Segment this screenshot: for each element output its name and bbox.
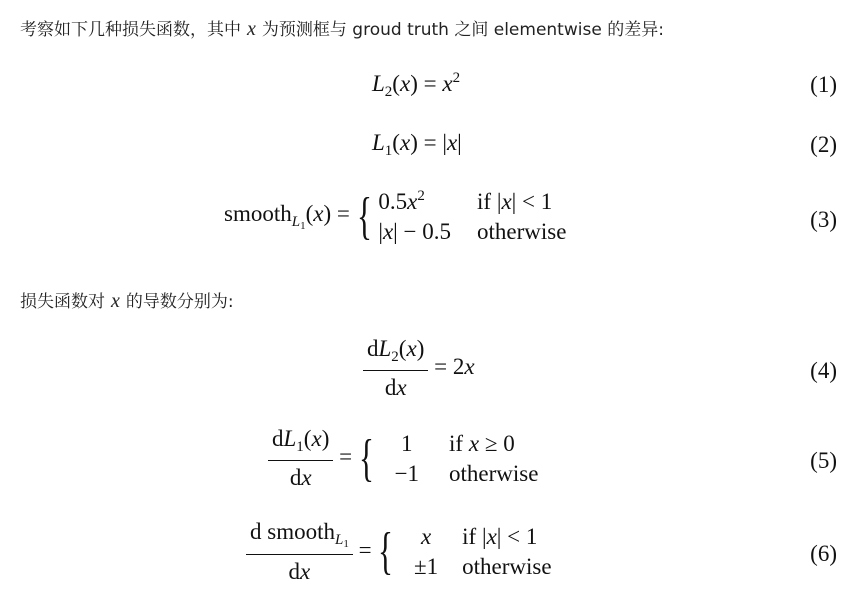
eq3-case-condition: otherwise — [477, 218, 567, 244]
eq6-case-condition: otherwise — [462, 554, 552, 579]
intro-text-after: 为预测框与 groud truth 之间 elementwise 的差异: — [261, 20, 664, 40]
eq6-cases — [414, 522, 552, 582]
eq2-abs-close: | — [457, 130, 462, 155]
eq3-cases — [378, 187, 566, 247]
equation-number-2: (2) — [810, 132, 837, 157]
eq2-paren-close: ) — [410, 130, 418, 155]
eq6-denominator: dx — [288, 559, 311, 584]
eq5-case-row — [395, 429, 539, 459]
eq6-fraction — [246, 519, 353, 585]
eq5-case-condition: otherwise — [449, 460, 539, 486]
eq2-equals: = — [423, 130, 437, 155]
eq3-brace: { — [356, 187, 372, 245]
eq3-case-value: |x| − 0.5 — [378, 218, 452, 244]
eq3-case-value: $0.5x^2$ — [378, 188, 425, 214]
eq3-case-row — [378, 217, 566, 247]
eq5-case-value: −1 — [394, 460, 420, 486]
equation-2 — [372, 130, 462, 160]
eq2-rhs-x: x — [446, 130, 458, 155]
eq3-smooth: smooth — [224, 201, 292, 227]
eq4-equals: = — [434, 353, 448, 379]
eq6-case-value: x — [420, 524, 432, 550]
equation-number-6: (6) — [810, 541, 837, 566]
eq5-case-value: 1 — [401, 430, 413, 456]
eq6-case-row — [414, 552, 552, 582]
eq5-equals: = — [339, 443, 353, 469]
equation-5 — [268, 426, 538, 491]
intro-text-before: 考察如下几种损失函数，其中 — [20, 20, 241, 40]
eq3-x: x — [313, 201, 324, 227]
eq5-denominator: dx — [289, 465, 312, 490]
equation-4 — [363, 336, 475, 401]
eq2-x: x — [399, 130, 411, 155]
eq3-case-condition: if |x| < 1 — [477, 189, 553, 214]
eq1-subscript: 2 — [384, 84, 393, 100]
eq6-equals: = — [358, 537, 372, 563]
intro-paragraph — [20, 15, 664, 41]
eq3-lhs — [224, 201, 350, 232]
eq4-numerator: $dL_2(x)$ — [363, 336, 428, 371]
eq3-sub-L: L — [291, 214, 301, 231]
equation-1 — [372, 70, 460, 101]
eq4-rhs: 2x — [452, 353, 475, 379]
equation-number-1: (1) — [810, 72, 837, 97]
derivative-intro-paragraph — [20, 287, 234, 313]
equation-number-4: (4) — [810, 358, 837, 383]
equation-number-3: (3) — [810, 207, 837, 232]
eq2-L: L — [372, 130, 385, 155]
eq3-paren: ( — [305, 201, 314, 227]
equation-6 — [246, 519, 552, 585]
eq5-case-condition: if x ≥ 0 — [449, 430, 515, 456]
deriv-intro-after: 的导数分别为: — [125, 292, 234, 312]
deriv-intro-math-variable: x — [111, 290, 120, 312]
eq1-paren: ( — [392, 71, 400, 96]
eq2-subscript: 1 — [384, 143, 393, 159]
eq2-paren: ( — [392, 130, 400, 155]
eq5-numerator: $dL_1(x)$ — [268, 426, 333, 461]
eq1-paren-close: ) — [410, 71, 418, 96]
eq6-numerator: d smooth$_{L_1}$ — [246, 519, 353, 555]
eq3-paren-close: ) — [323, 201, 332, 227]
eq1-L: L — [372, 71, 385, 96]
deriv-intro-before: 损失函数对 — [20, 292, 105, 312]
eq2-abs-open: | — [442, 130, 447, 155]
equation-number-5: (5) — [810, 448, 837, 473]
eq1-rhs-exponent: 2 — [452, 70, 461, 86]
eq3-equals: = — [336, 201, 350, 227]
eq3-case-row — [378, 187, 566, 217]
eq6-case-value: ±1 — [414, 554, 439, 579]
eq6-case-row — [414, 522, 552, 552]
eq6-case-condition: if |x| < 1 — [462, 524, 538, 550]
eq5-fraction — [268, 426, 333, 491]
eq1-rhs-x: x — [442, 71, 453, 96]
eq1-x: x — [399, 71, 411, 96]
eq3-sub-one: 1 — [300, 220, 306, 233]
eq5-brace: { — [358, 429, 374, 487]
eq1-equals: = — [423, 71, 437, 96]
intro-math-variable: x — [247, 18, 256, 40]
eq4-fraction — [363, 336, 428, 401]
eq4-denominator: dx — [384, 375, 407, 400]
eq5-cases — [395, 429, 539, 489]
eq5-case-row — [395, 459, 539, 489]
equation-3 — [224, 187, 566, 247]
eq6-brace: { — [378, 523, 394, 580]
